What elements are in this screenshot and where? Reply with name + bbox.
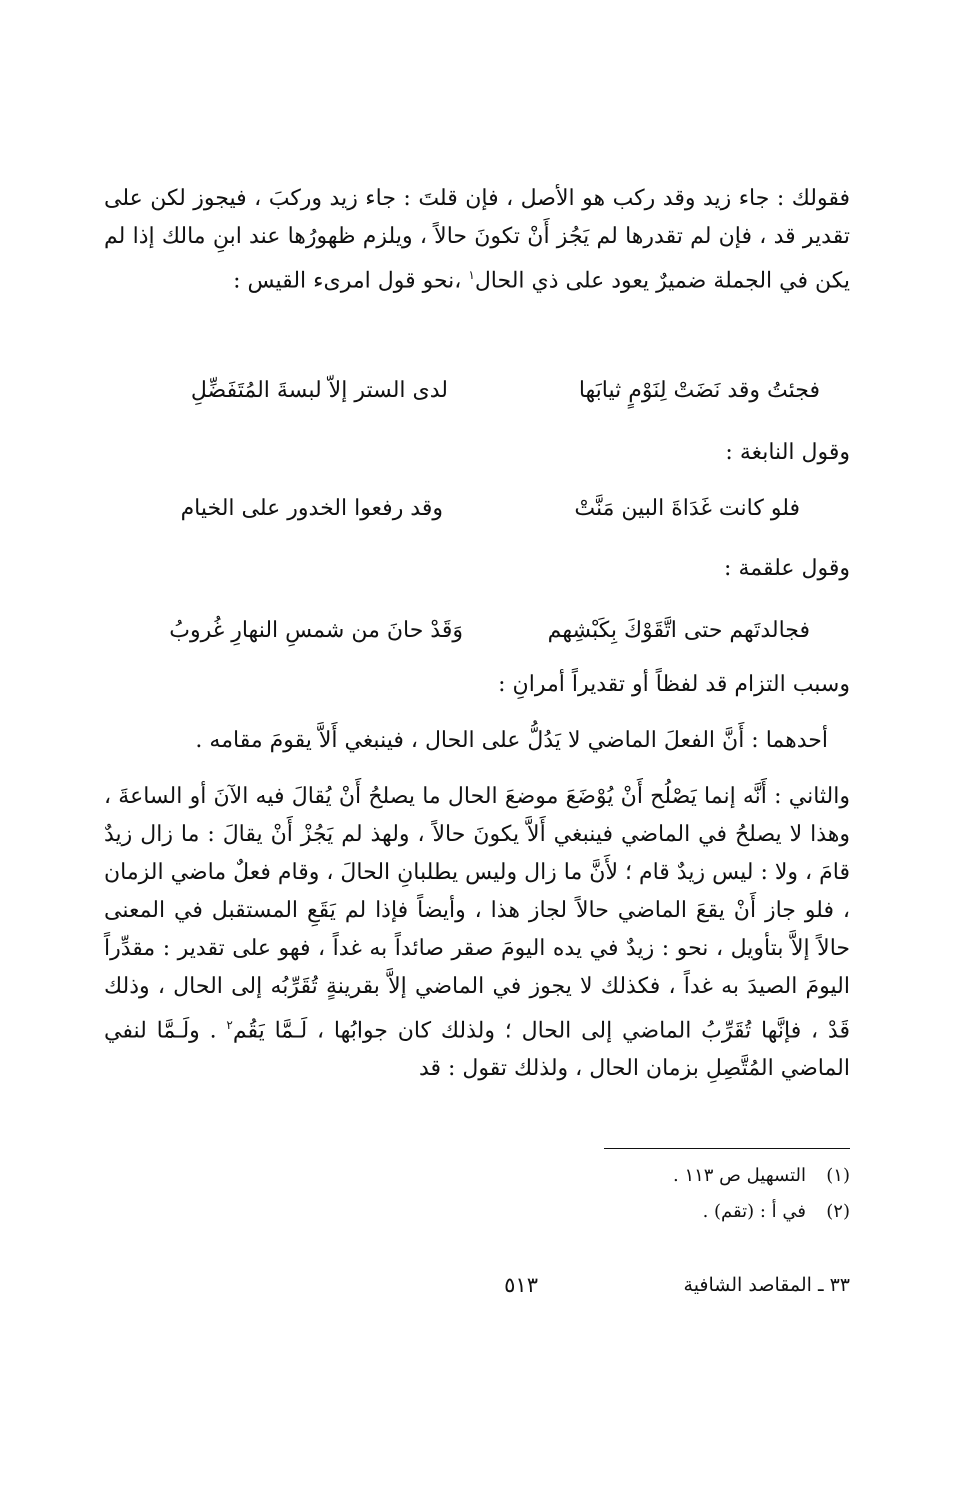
paragraph-opening-tail: ،نحو قول امرىء القيس : [233,268,469,294]
verse-3-hemistich-1: فجالدتَهم حتى اتَّقَوْكَ بِكَبْشِهم [547,618,810,643]
footnote-divider [604,1148,850,1149]
paragraph-second-text: والثاني : أَنَّه إنما يَصْلُح أَنْ يُوْضَعَ موضعَ الحال ما يصلحُ أَنْ يُقالَ فيه الآنَ أو الساعةَ ، وهذا لا يصلحُ في الماضي فينبغي أَلاَّ يكونَ حالاً ، ولهذ لم يَجُزْ أَنْ يقالَ : ما زال زيدٌ قامَ ، ولا : ليس زيدٌ قام ؛ لأَنَّ ما زال وليس يطلبانِ الحالَ ، وقام فعلٌ ماضي الزمان ، فلو جاز أَنْ يقعَ الماضي حالاً لجاز هذا ، وأيضاً فإذا لم يَقَعِ المستقبل في المعنى حالاً إلاَّ بتأويل ، نحو : زيدٌ في يده اليومَ صقر صائداً به غداً ، فهو على تقدير : مقدِّراً اليومَ الصيدَ به غداً ، فكذلك لا يجوز في الماضي إلاَّ بقرينةٍ تُقَرِّبُه إلى الحال ، وذلك قَدْ ، فإنَّها تُقَرِّبُ الماضي إلى الحال ؛ ولذلك كان جوابُها ، لَـمَّا يَقُم [104,784,850,1044]
footer-book-title: ٣٣ ـ المقاصد الشافية [683,1274,850,1296]
footnote-1 [673,1162,850,1190]
footnote-ref-2: ٢ [226,1018,233,1032]
paragraph-second-tail: . ولَـمَّا لنفي الماضي المُتَّصِلِ بزمان الحال ، ولذلك تقول : قد [104,1018,850,1082]
page-number: ٥١٣ [504,1273,538,1297]
verse-2-hemistich-2: وقد رفعوا الخدور على الخيام [180,496,443,521]
verse-2-hemistich-1: فلو كانت غَدَاةَ البين مَنَّتْ [574,496,800,521]
quote-intro-nabigha: وقول النابغة : [725,440,850,465]
footnote-2 [703,1198,850,1226]
verse-1-hemistich-1: فجئتُ وقد نَضَتْ لِنَوْمٍ ثيابَها [578,378,820,403]
footnote-1-text: التسهيل ص ١١٣ . [672,1165,806,1186]
footnote-ref-1: ١ [468,268,475,282]
first-reason: أحدهما : أَنَّ الفعلَ الماضي لا يَدُلُّ على الحال ، فينبغي أَلاَّ يقومَ مقامه . [195,728,828,753]
paragraph-opening-text: فقولك : جاء زيد وقد ركب هو الأصل ، فإن قلتَ : جاء زيد وركبَ ، فيجوز لكن على تقدير قد ، فإن لم تقدرها لم يَجُز أَنْ تكونَ حالاً ، ويلزم ظهورُها عند ابنِ مالك إذا لم يكن في الجملة ضميرٌ يعود على ذي الحال [104,186,850,294]
paragraph-second-reason [104,778,850,1088]
quote-intro-alqama: وقول علقمة : [724,556,850,581]
footnote-1-number: (١) [826,1165,850,1186]
reason-heading: وسبب التزام قد لفظاً أو تقديراً أمرانِ : [498,672,850,697]
paragraph-opening [104,180,850,300]
verse-3-hemistich-2: وَقَدْ حانَ من شمسِ النهارِ غُروبُ [169,618,463,643]
verse-1-hemistich-2: لدى الستر إلاّ لبسةَ المُتَفَضِّلِ [190,378,448,403]
footnote-2-number: (٢) [826,1201,850,1222]
footnote-2-text: في أ : (تقم) . [702,1201,806,1222]
